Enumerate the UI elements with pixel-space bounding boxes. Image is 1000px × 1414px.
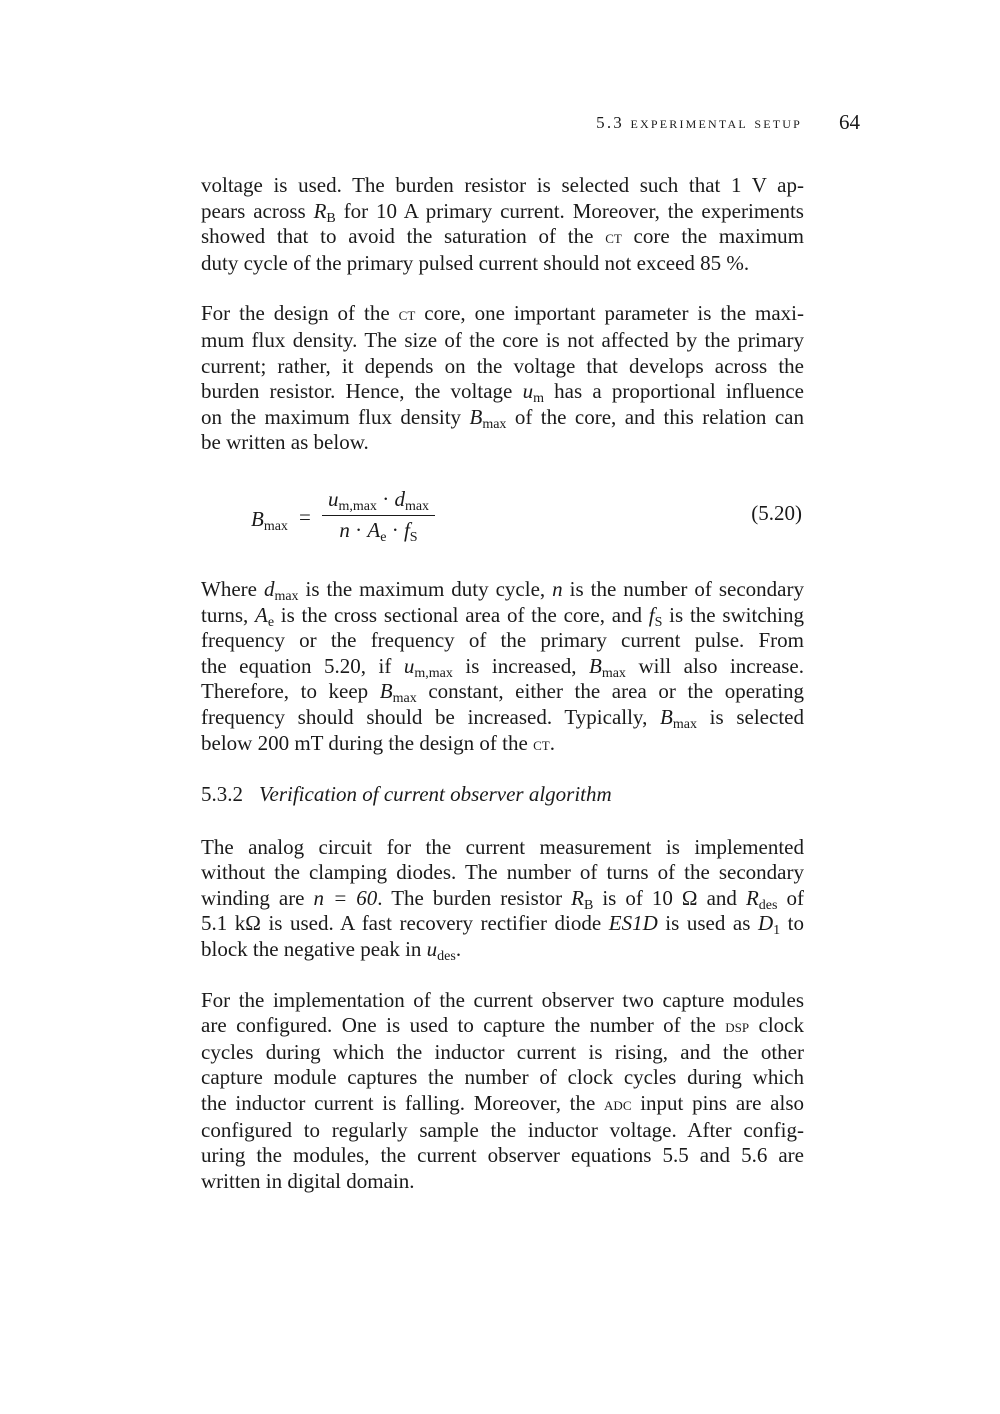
math-cdot: · [355,517,363,542]
text-run: For the implementation of the current observer two capture modules [201,987,804,1012]
text-run: For the design of the [201,301,399,326]
text-run: is the switching [662,602,805,627]
text-run: block the negative peak in [201,937,427,962]
text-run: uring the modules, the current observer equations 5.5 and 5.6 are [201,1143,804,1168]
text-line [201,937,804,963]
text-run: the inductor current is falling. Moreover, the [201,1091,605,1116]
text-run: current; rather, it depends on the voltage that develops across the [201,353,804,378]
text-run: configured to regularly sample the inductor voltage. After config- [201,1117,804,1142]
text-run: the equation 5.20, if [201,653,404,678]
text-line [201,1065,804,1091]
text-run: on the maximum flux density [201,404,470,429]
text-line [201,430,804,456]
text-run: written in digital domain. [201,1168,415,1193]
text-line [201,886,804,912]
text-line [201,1118,804,1144]
text-line [201,628,804,654]
math-R: R [571,885,584,910]
text-line [201,1143,804,1169]
text-run: to [780,911,804,936]
math-sub: e [380,529,387,545]
text-run: . [455,937,462,962]
math-A: A [255,602,268,627]
math-sub: 1 [773,923,781,939]
math-B: B [660,704,673,729]
acronym-ct: ct [398,304,416,326]
running-header [200,110,860,139]
paragraph-equation-explanation [201,577,804,757]
math-B: B [379,679,393,704]
text-run: has a proportional influence [543,379,804,404]
paragraph-ct-core-design [201,301,804,456]
text-run: . [549,730,555,755]
math-n: n [339,517,350,542]
running-header-section: 5.3 experimental setup [596,113,802,132]
acronym-ct: ct [533,733,550,755]
math-sub: S [409,529,418,545]
math-cdot: · [382,486,390,511]
math-sub: B [583,897,594,913]
text-run: showed that to avoid the saturation of the [201,224,606,249]
text-line [201,251,804,277]
math-sub: S [654,614,663,630]
text-run: of [777,885,804,910]
text-run: is the maximum duty cycle, [298,576,553,601]
math-B: B [469,404,483,429]
text-run: Therefore, to keep [201,679,380,704]
text-run: for 10 A primary current. Moreover, the experiments [335,198,804,223]
math-sub: max [263,518,288,534]
text-run: is used as [657,911,758,936]
text-run: are configured. One is used to capture the number of the [201,1013,726,1038]
text-line [201,379,804,405]
text-run: voltage is used. The burden resistor is selected such that 1 V ap- [201,173,804,197]
text-line [201,654,804,680]
text-run: cycles during which the inductor current is rising, and the other [201,1039,804,1064]
math-d: d [394,486,405,511]
text-run: core, one important parameter is the maxi- [415,301,804,326]
subsection-title: Verification of current observer algorithm [259,782,612,807]
text-line [201,679,804,705]
text-line [201,1040,804,1066]
math-sub: max [672,716,697,732]
text-run: 5.1 kΩ is used. A fast recovery rectifier diode [201,911,609,936]
math-sub: e [267,614,275,630]
equation-5-20 [201,487,804,553]
math-sub: B [326,210,336,226]
math-sub: m,max [414,665,453,681]
page-number: 64 [839,110,860,134]
equation-denominator [322,516,435,544]
text-run: is the cross sectional area of the core, and [274,602,649,627]
math-u: u [426,937,438,962]
math-n-equals: n = 60 [313,885,378,910]
text-run: be written as below. [201,430,369,455]
text-line [201,860,804,886]
text-run: burden resistor. Hence, the voltage [201,379,523,404]
text-run: frequency should should be increased. Typically, [201,704,661,729]
text-line [201,1169,804,1195]
text-run: is of 10 Ω and [593,885,746,910]
equation-lhs [251,507,288,533]
equation-fraction [322,487,435,543]
acronym-dsp: dsp [725,1016,750,1038]
paragraph-burden-resistor [201,173,804,276]
math-B: B [588,653,602,678]
math-sub: max [482,416,507,432]
math-cdot: · [391,517,399,542]
math-u: u [522,379,534,404]
text-run: is the number of secondary [562,576,804,601]
subsection-number: 5.3.2 [201,782,243,807]
text-run: constant, either the area or the operating [416,679,805,704]
equation-number: (5.20) [751,500,802,525]
text-run: mum flux density. The size of the core is not affected by the primary [201,327,804,352]
acronym-ct: ct [605,227,622,249]
text-run: duty cycle of the primary pulsed current should not exceed 85 %. [201,250,750,275]
text-run: Where [201,576,264,601]
text-line [201,1091,804,1118]
math-A: A [367,517,381,542]
text-line [201,173,804,199]
text-line [201,988,804,1014]
text-line [201,1013,804,1040]
text-run: of the core, and this relation can [506,404,804,429]
text-line [201,911,804,937]
equation-numerator [322,487,435,516]
text-line [201,328,804,354]
text-run: turns, [201,602,255,627]
math-f: f [648,602,655,627]
math-sub: max [601,665,626,681]
math-f: f [403,517,410,542]
text-run: The analog circuit for the current measurement is implemented [201,834,804,859]
text-run: pears across [201,198,314,223]
acronym-adc: adc [604,1094,632,1116]
text-line [201,301,804,328]
text-run: without the clamping diodes. The number of turns of the secondary [201,860,804,885]
text-run: frequency or the frequency of the primary current pulse. From [201,628,804,653]
math-d: d [263,576,275,601]
math-R: R [745,885,759,910]
text-run: will also increase. [625,653,805,678]
text-run: input pins are also [631,1091,804,1116]
math-u: u [327,486,339,511]
text-run: is increased, [452,653,589,678]
math-diode-name: ES1D [608,911,658,936]
math-D: D [757,911,774,936]
math-sub: max [404,498,430,514]
math-u: u [403,653,415,678]
text-line [201,835,804,861]
math-sub: des [437,949,456,965]
text-line [201,705,804,731]
math-n: n [552,576,563,601]
text-run: core the maximum [621,224,804,249]
text-line [201,603,804,629]
subsection-heading [201,782,804,808]
math-B: B [251,506,264,531]
paragraph-analog-circuit [201,835,804,963]
page-body [201,173,804,1219]
text-line [201,405,804,431]
paragraph-observer-implementation [201,988,804,1195]
text-run: clock [749,1013,804,1038]
math-R: R [313,198,327,223]
text-line [201,577,804,603]
text-line [201,731,804,758]
text-line [201,354,804,380]
math-sub: des [758,897,778,913]
text-run: below 200 mT during the design of the [201,730,534,755]
text-run: . The burden resistor [377,885,572,910]
text-run: is selected [696,704,804,729]
text-run: capture module captures the number of clock cycles during which [201,1065,804,1090]
math-sub: m,max [338,498,377,514]
math-sub: m [533,391,544,407]
math-sub: max [274,588,299,604]
text-line [201,199,804,225]
text-run: winding are [201,885,314,910]
equation-equals: = [299,504,311,529]
math-sub: max [392,691,417,707]
text-line [201,224,804,251]
